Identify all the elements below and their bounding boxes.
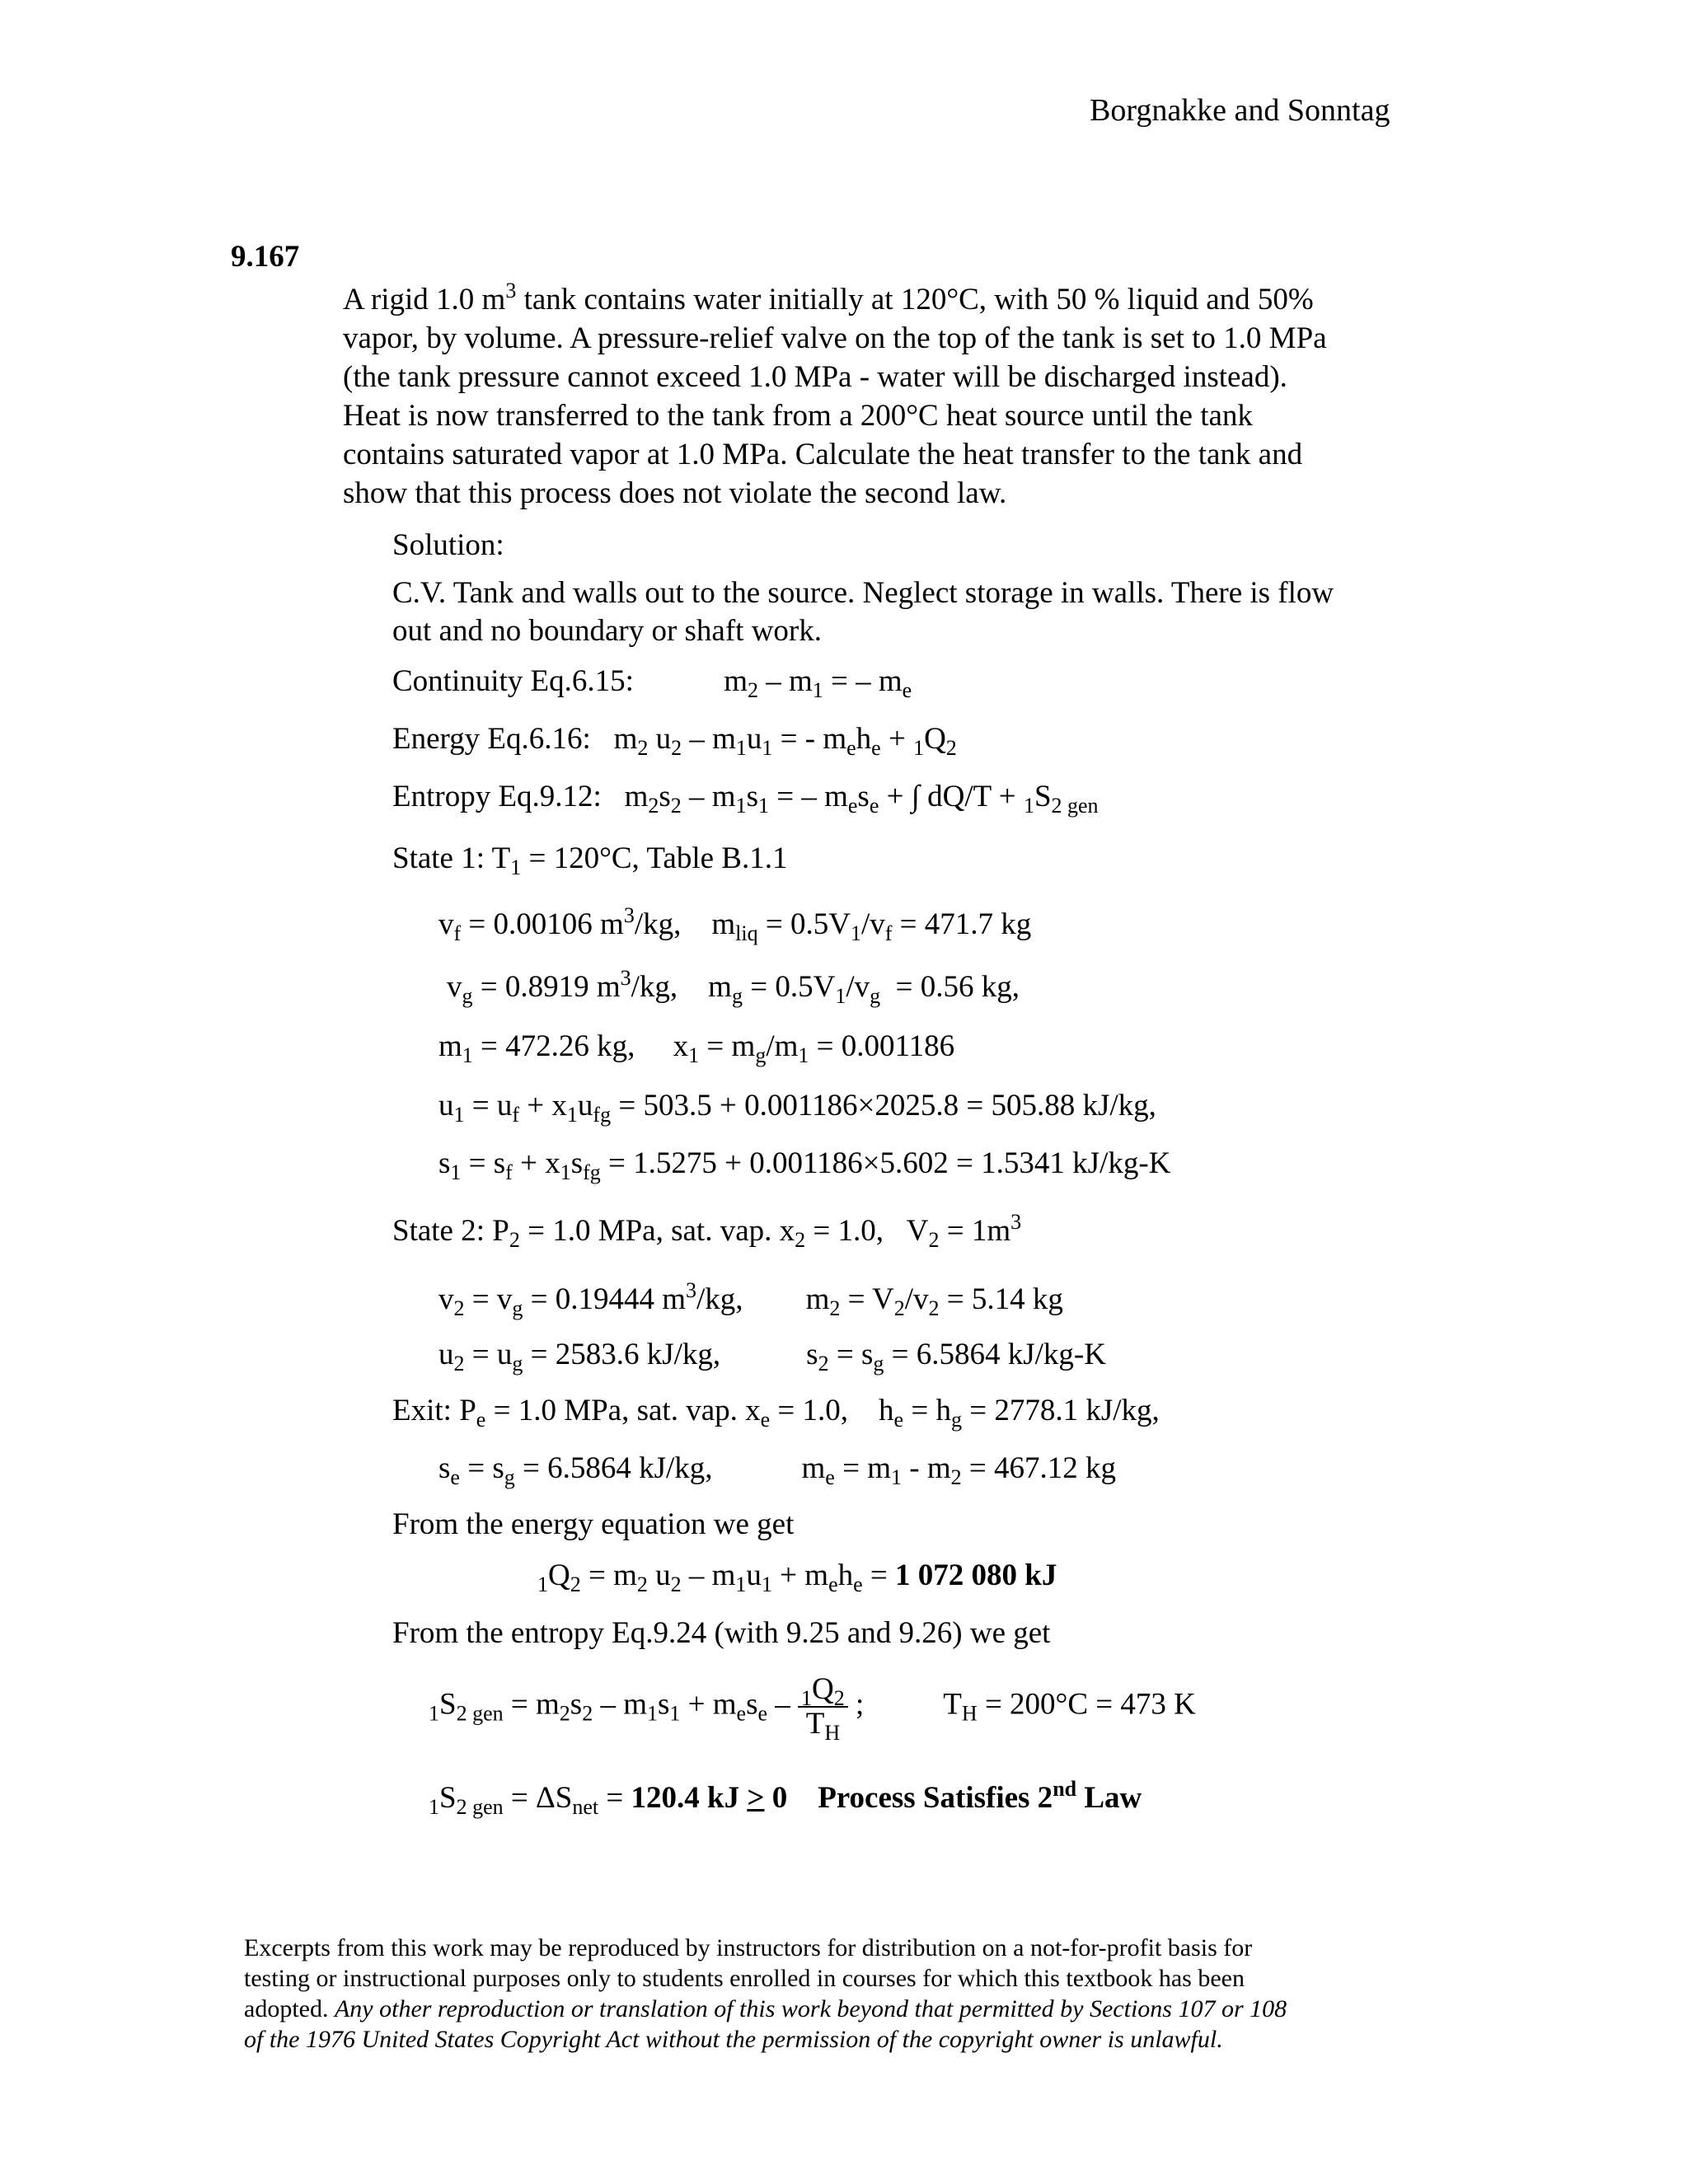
state-2-v: $v_2 = v_g = 0.19444$ $m^3/kg$, $m_2 = V_2/v_2 = 5.14$ kg <box>438 1278 1063 1320</box>
energy-equation: Energy Eq.6.16: $m_2$ $u_2 - m_1u_1$ = - $m_eh_e + _1Q_2$ <box>392 722 957 760</box>
state-1-vg: $v_g = 0.8919$ $m^3/kg$, $m_g = 0.5V_1/v_g = 0.56$ kg, <box>447 966 1020 1008</box>
cv-line-1: C.V. Tank and walls out to the source. Neglect storage in walls. There is flow <box>392 576 1334 610</box>
footer-line: of the 1976 United States Copyright Act without the permission of the copyright owner is unlawful. <box>244 2026 1223 2053</box>
statement-line: vapor, by volume. A pressure-relief valve on the top of the tank is set to 1.0 MPa <box>343 321 1327 355</box>
problem-number: 9.167 <box>231 240 300 274</box>
state-2-u: $u_2 = u_g = 2583.6$ kJ/kg, $s_2 = s_g = 6.5864$ kJ/kg-K <box>438 1338 1106 1376</box>
state-1-heading: State 1: $T_1 = 120^\circ C$, Table B.1.1 <box>392 841 788 879</box>
statement-line: show that this process does not violate the second law. <box>343 476 1007 510</box>
entropy-generation-equation: $_1S_{2 gen} = m_2s_2 - m_1s_1 + m_es_e$ – $\frac{_1Q_2}{T_H}$ ; $T_H = 200^\circ C = 473$ K <box>429 1672 1196 1745</box>
statement-line-1: A rigid 1.0 $m^3$ tank contains water initially at 120°C, with 50 % liquid and 50% <box>343 279 1314 316</box>
state-1-vf: $v_f = 0.00106$ $m^3/kg$, $m_{liq} = 0.5V_1/v_f = 471.7$ kg <box>438 903 1032 945</box>
statement-line: Heat is now transferred to the tank from a 200°C heat source until the tank <box>343 399 1253 433</box>
entropy-generation-result: $_1S_{2 gen} = \Delta S_{net} = 120.4$ kJ > 0 Process Satisfies 2nd Law <box>429 1777 1142 1819</box>
state-1-u: $u_1 = u_f + x_1u_{fg} = 503.5 + 0.001186\times 2025.8 = 505.88$ kJ/kg, <box>438 1089 1156 1127</box>
statement-line: (the tank pressure cannot exceed 1.0 MPa - water will be discharged instead). <box>343 360 1287 394</box>
footer-line: adopted. Any other reproduction or translation of this work beyond that permitted by Sections 107 or 108 <box>244 1995 1287 2022</box>
continuity-equation: Continuity Eq.6.15: $m_2 - m_1$ = – $m_e$ <box>392 664 912 702</box>
exit-entropy-mass: $s_e = s_g = 6.5864$ kJ/kg, $m_e = m_1 - m_2 = 467.12$ kg <box>438 1451 1116 1489</box>
state-1-s: $s_1 = s_f + x_1s_{fg} = 1.5275 + 0.001186\times 5.602 = 1.5341$ kJ/kg-K <box>438 1146 1171 1184</box>
energy-text: From the energy equation we get <box>392 1507 795 1541</box>
state-2-heading: State 2: $P_2 = 1.0$ MPa, sat. vap. $x_2 = 1.0$, $V_2 = 1m^3$ <box>392 1210 1022 1252</box>
problem-statement <box>343 280 1497 513</box>
copyright-footer <box>244 1933 1287 2055</box>
q-over-th-fraction: $\frac{_1Q_2}{T_H}$ <box>798 1673 848 1741</box>
footer-line: testing or instructional purposes only to students enrolled in courses for which this textbook has been <box>244 1965 1245 1992</box>
footer-line: Excerpts from this work may be reproduced by instructors for distribution on a not-for-profit basis for <box>244 1934 1253 1961</box>
state-1-mass: $m_1 = 472.26$ kg, $x_1 = m_g/m_1 = 0.001186$ <box>438 1029 955 1067</box>
cv-line-2: out and no boundary or shaft work. <box>392 614 822 648</box>
statement-line: contains saturated vapor at 1.0 MPa. Calculate the heat transfer to the tank and <box>343 438 1303 471</box>
entropy-text: From the entropy Eq.9.24 (with 9.25 and 9.26) we get <box>392 1616 1051 1650</box>
page-header: Borgnakke and Sonntag <box>1090 93 1390 128</box>
entropy-equation: Entropy Eq.9.12: $m_2s_2 - m_1s_1$ = – $m_es_e$ + ∫ $dQ/T + _1S_{2 gen}$ <box>392 780 1099 818</box>
exit-state: Exit: $P_e = 1.0$ MPa, sat. vap. $x_e = 1.0$, $h_e = h_g = 2778.1$ kJ/kg, <box>392 1394 1160 1432</box>
solution-heading: Solution: <box>392 528 504 562</box>
heat-transfer-result: $_1Q_2 = m_2$ $u_2 - m_1u_1 + m_eh_e = 1$ 072 080 kJ <box>537 1558 1057 1596</box>
